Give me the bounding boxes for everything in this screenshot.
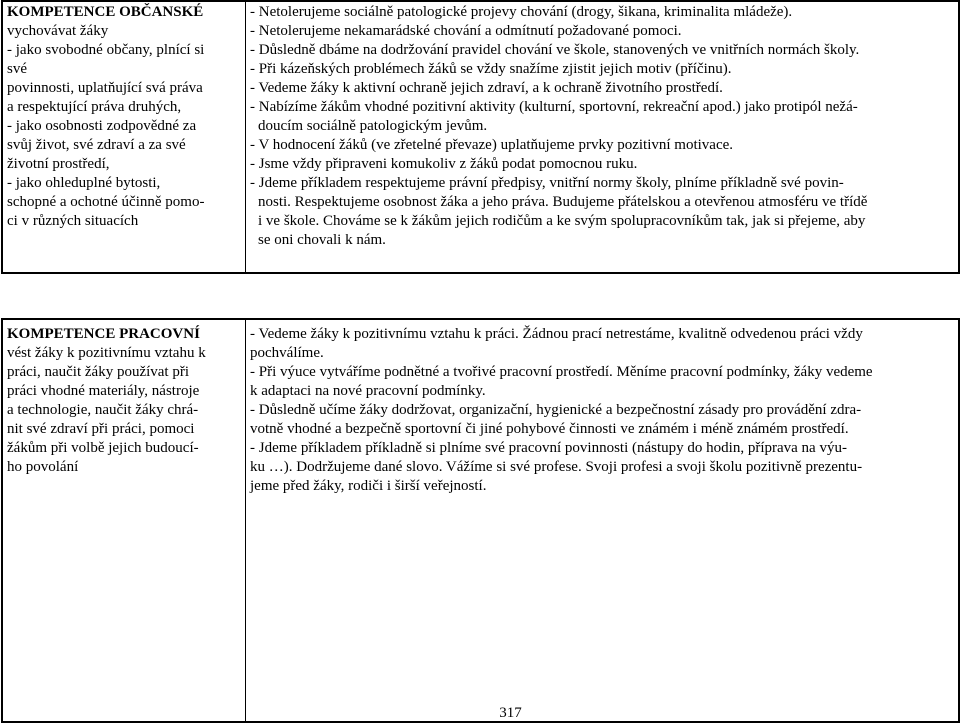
civic-right-line: se oni chovali k nám. <box>258 232 386 248</box>
work-left-line: nit své zdraví při práci, pomoci <box>7 421 195 437</box>
civic-left-line: ci v různých situacích <box>7 213 139 229</box>
work-right-line: votně vhodné a bezpečně sportovní či jiné pohybové činnosti ve známém i méně známém prostředí. <box>250 421 849 437</box>
civic-left-line: své <box>7 61 27 77</box>
work-right-line: - Vedeme žáky k pozitivnímu vztahu k práci. Žádnou prací netrestáme, kvalitně odvedenou práci vždy <box>250 326 863 342</box>
page-number: 317 <box>499 705 522 721</box>
work-right-line: jeme před žáky, rodiči i širší veřejností. <box>250 478 487 494</box>
civic-left-line: schopné a ochotné účinně pomo- <box>7 194 205 210</box>
civic-right-line: - Důsledně dbáme na dodržování pravidel chování ve škole, stanovených ve vnitřních normách školy. <box>250 42 860 58</box>
civic-right-line: nosti. Respektujeme osobnost žáka a jeho práva. Budujeme přátelskou a otevřenou atmosféru ve třídě <box>258 194 868 210</box>
civic-right-line: - V hodnocení žáků (ve zřetelné převaze) uplatňujeme prvky pozitivní motivace. <box>250 137 734 153</box>
civic-heading: KOMPETENCE OBČANSKÉ <box>7 4 204 20</box>
section-work-divider <box>245 319 246 723</box>
work-left-line: ho povolání <box>7 459 79 475</box>
civic-right-line: - Netolerujeme nekamarádské chování a odmítnutí požadované pomoci. <box>250 23 682 39</box>
civic-left-line: životní prostředí, <box>7 156 110 172</box>
work-left-line: práci, naučit žáky používat při <box>7 364 190 380</box>
work-left-line: a technologie, naučit žáky chrá- <box>7 402 199 418</box>
civic-right-line: - Jsme vždy připraveni komukoliv z žáků podat pomocnou ruku. <box>250 156 638 172</box>
work-left-line: žákům při volbě jejich budoucí- <box>7 440 199 456</box>
civic-left-line: a respektující práva druhých, <box>7 99 182 115</box>
work-right-line: pochválíme. <box>250 345 324 361</box>
work-left-line: práci vhodné materiály, nástroje <box>7 383 200 399</box>
civic-left-line: - jako osobnosti zodpovědné za <box>7 118 197 134</box>
work-right-line: k adaptaci na nové pracovní podmínky. <box>250 383 486 399</box>
section-civic-divider <box>245 1 246 273</box>
civic-right-line: - Netolerujeme sociálně patologické projevy chování (drogy, šikana, kriminalita mládeže). <box>250 4 793 20</box>
civic-left-line: vychovávat žáky <box>7 23 109 39</box>
civic-left-line: - jako svobodné občany, plnící si <box>7 42 205 58</box>
civic-left-line: svůj život, své zdraví a za své <box>7 137 186 153</box>
work-heading: KOMPETENCE PRACOVNÍ <box>7 326 200 342</box>
civic-right-line: - Vedeme žáky k aktivní ochraně jejich zdraví, a k ochraně životního prostředí. <box>250 80 723 96</box>
civic-left-line: - jako ohleduplné bytosti, <box>7 175 161 191</box>
work-left-line: vést žáky k pozitivnímu vztahu k <box>7 345 206 361</box>
work-right-line: ku …). Dodržujeme dané slovo. Vážíme si své profese. Svoji profesi a svoji školu pozitivně prezentu- <box>250 459 863 475</box>
civic-right-line: i ve škole. Chováme se k žákům jejich rodičům a ke svým spolupracovníkům tak, jak si přejeme, aby <box>258 213 866 229</box>
civic-right-line: doucím sociálně patologickým jevům. <box>258 118 488 134</box>
civic-right-line: - Nabízíme žákům vhodné pozitivní aktivity (kulturní, sportovní, rekreační apod.) jako protipól nežá- <box>250 99 858 115</box>
civic-right-line: - Jdeme příkladem respektujeme právní předpisy, vnitřní normy školy, plníme příkladně své povin- <box>250 175 844 191</box>
civic-right-line: - Při kázeňských problémech žáků se vždy snažíme zjistit jejich motiv (příčinu). <box>250 61 732 77</box>
civic-left-line: povinnosti, uplatňující svá práva <box>7 80 203 96</box>
work-right-line: - Důsledně učíme žáky dodržovat, organizační, hygienické a bezpečnostní zásady pro provádění zdra- <box>250 402 862 418</box>
work-right-line: - Při výuce vytváříme podnětné a tvořivé pracovní prostředí. Měníme pracovní podmínky, žáky vedeme <box>250 364 873 380</box>
work-right-line: - Jdeme příkladem příkladně si plníme své pracovní povinnosti (nástupy do hodin, příprava na výu- <box>250 440 847 456</box>
